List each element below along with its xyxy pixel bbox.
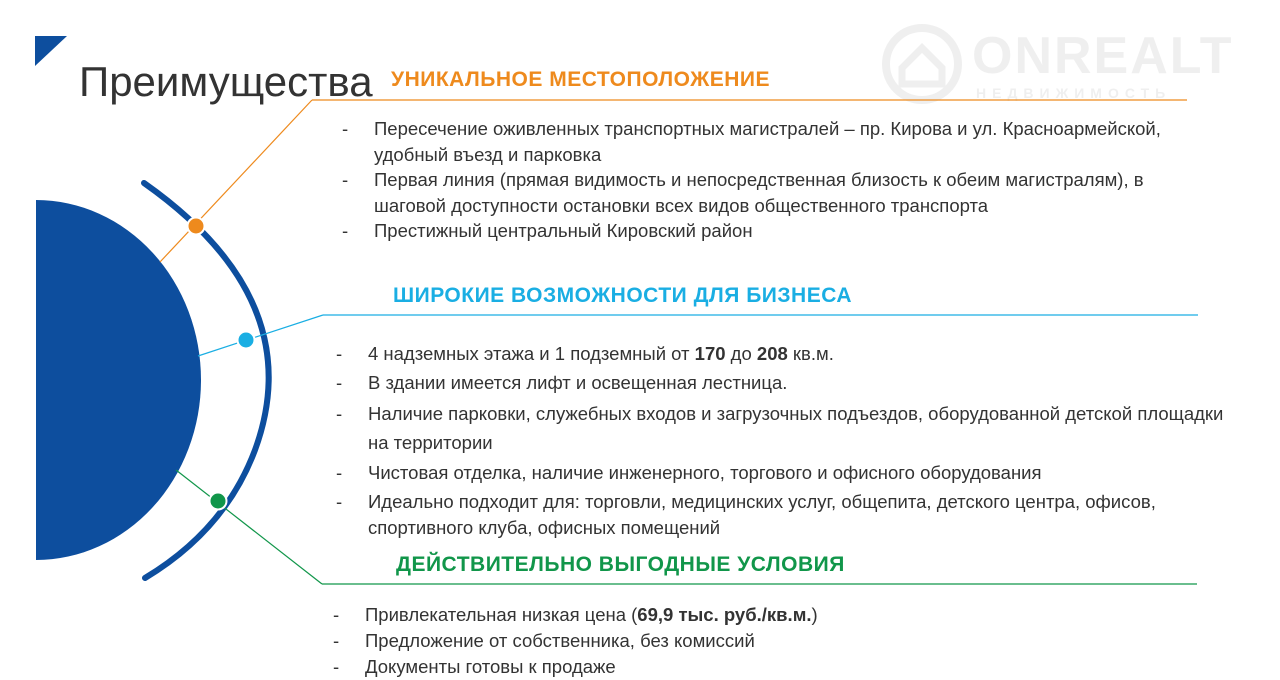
- blue-dot: [238, 332, 255, 349]
- area-max: 208: [756, 343, 788, 364]
- connector-green: [176, 470, 322, 584]
- green-dot: [210, 493, 227, 510]
- page-title: Преимущества: [79, 58, 373, 106]
- connector-orange: [160, 100, 312, 262]
- list-item: - Документы готовы к продаже: [333, 654, 1203, 680]
- price-text: Привлекательная низкая цена (: [365, 604, 638, 625]
- section-heading-business: ШИРОКИЕ ВОЗМОЖНОСТИ ДЛЯ БИЗНЕСА: [393, 284, 853, 307]
- area-min: 170: [694, 343, 726, 364]
- logo-name: ONREALT: [972, 27, 1234, 85]
- list-item: - Пересечение оживленных транспортных магистралей – пр. Кирова и ул. Красноармейской, удобный въезд и парковка: [342, 116, 1172, 167]
- floors-text: 4 надземных этажа и 1 подземный от: [368, 343, 695, 364]
- price-text-end: ): [811, 604, 818, 625]
- floors-text-mid: до: [725, 343, 757, 364]
- list-item: - Наличие парковки, служебных входов и загрузочных подъездов, оборудованной детской площадки на территории: [336, 399, 1226, 457]
- list-item: [333, 602, 1203, 628]
- list-item: - В здании имеется лифт и освещенная лестница.: [336, 370, 1226, 397]
- floors-text-unit: кв.м.: [787, 343, 834, 364]
- section-heading-conditions: ДЕЙСТВИТЕЛЬНО ВЫГОДНЫЕ УСЛОВИЯ: [396, 553, 845, 576]
- price-value: 69,9 тыс. руб./кв.м.: [637, 604, 812, 625]
- section-heading-location: УНИКАЛЬНОЕ МЕСТОПОЛОЖЕНИЕ: [391, 68, 770, 91]
- list-item: - Престижный центральный Кировский район: [342, 218, 1172, 244]
- conditions-list: [333, 602, 1203, 680]
- list-item: - Чистовая отделка, наличие инженерного, торгового и офисного оборудования: [336, 460, 1226, 487]
- logo-subtitle: НЕДВИЖИМОСТЬ: [976, 85, 1172, 101]
- business-list: [336, 341, 1226, 543]
- orange-dot: [188, 218, 205, 235]
- list-item: [336, 341, 1226, 368]
- list-item: - Идеально подходит для: торговли, медицинских услуг, общепита, детского центра, офисов, спортивного клуба, офисных помещений: [336, 489, 1226, 541]
- list-item: - Первая линия (прямая видимость и непосредственная близость к обеим магистралям), в шаговой доступности остановки всех видов общественного транспорта: [342, 167, 1172, 218]
- location-list: [342, 116, 1172, 244]
- big-circle: [36, 200, 201, 560]
- list-item: - Предложение от собственника, без комиссий: [333, 628, 1203, 654]
